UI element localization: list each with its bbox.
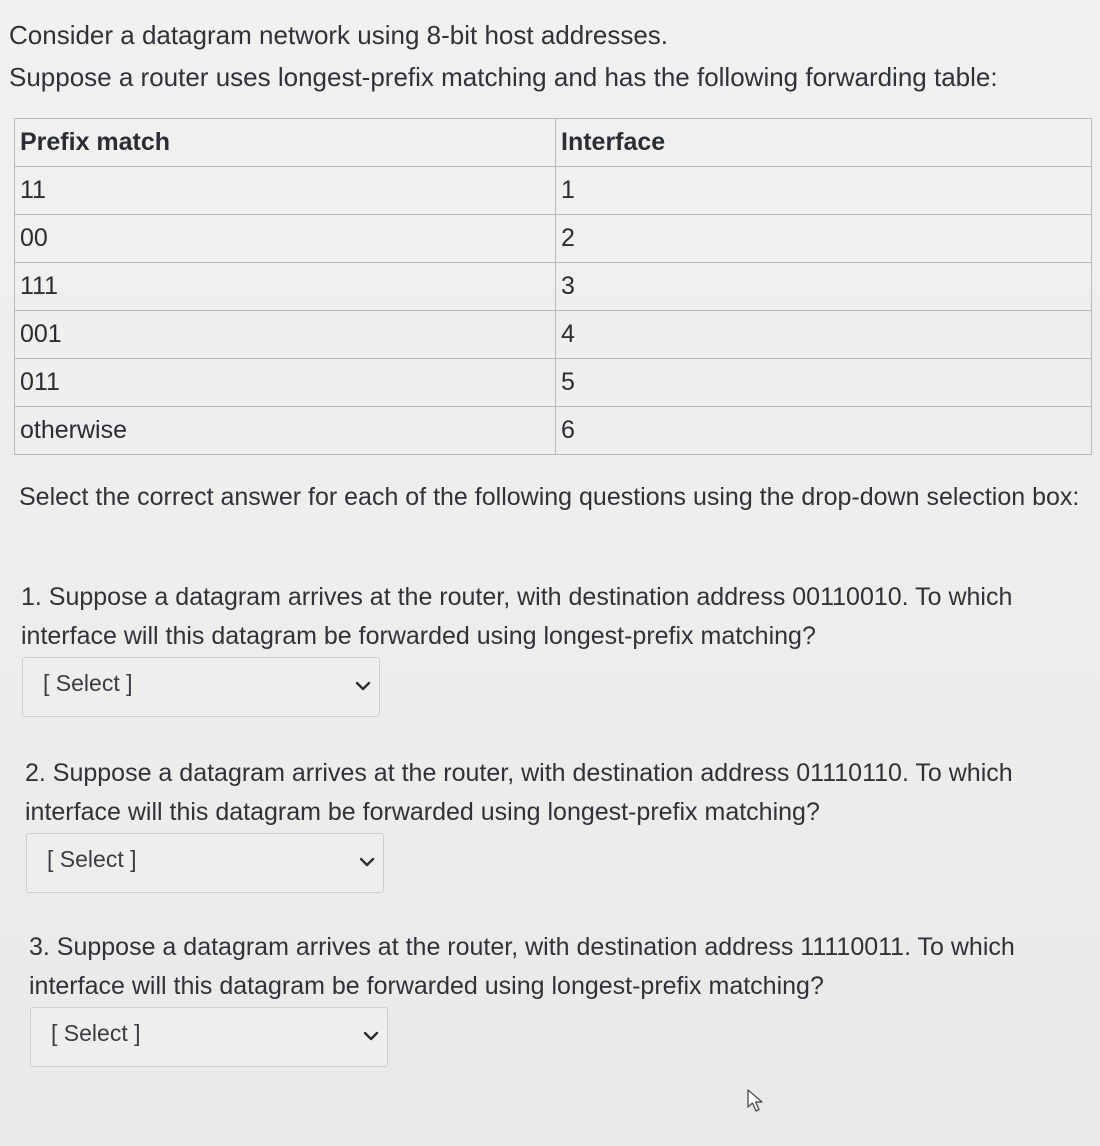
question-2-select[interactable]: [26, 833, 384, 893]
prefix-cell: otherwise: [15, 407, 556, 455]
question-2-selected-value: [ Select ]: [47, 846, 137, 872]
prefix-cell: 011: [15, 359, 556, 407]
interface-cell: 5: [556, 359, 1092, 407]
interface-cell: 6: [556, 407, 1092, 455]
prefix-cell: 00: [15, 215, 556, 263]
header-interface: Interface: [556, 119, 1092, 167]
prefix-cell: 001: [15, 311, 556, 359]
chevron-down-icon: [363, 1030, 379, 1042]
question-intro: [9, 14, 998, 98]
table-row: [15, 359, 1092, 407]
interface-cell: 4: [556, 311, 1092, 359]
chevron-down-icon: [355, 680, 371, 692]
prefix-cell: 111: [15, 263, 556, 311]
instructions-text: Select the correct answer for each of the following questions using the drop-down selection box:: [19, 483, 1080, 511]
table-row: [15, 311, 1092, 359]
table-header-row: [15, 119, 1092, 167]
forwarding-table: [14, 118, 1092, 455]
question-2-text: 2. Suppose a datagram arrives at the router, with destination address 01110110. To which interface will this datagram be forwarded using longest-prefix matching?: [25, 759, 1013, 826]
question-1-text: 1. Suppose a datagram arrives at the router, with destination address 00110010. To which interface will this datagram be forwarded using longest-prefix matching?: [21, 583, 1013, 650]
intro-line-1: Consider a datagram network using 8-bit host addresses.: [9, 20, 669, 50]
cursor-icon: [745, 1088, 767, 1114]
chevron-down-icon: [359, 856, 375, 868]
question-1-select[interactable]: [22, 657, 380, 717]
prefix-cell: 11: [15, 167, 556, 215]
table-row: [15, 167, 1092, 215]
table-row: [15, 263, 1092, 311]
table-row: [15, 407, 1092, 455]
question-3-text: 3. Suppose a datagram arrives at the router, with destination address 11110011. To which interface will this datagram be forwarded using longest-prefix matching?: [29, 933, 1015, 1000]
intro-line-2: Suppose a router uses longest-prefix matching and has the following forwarding table:: [9, 62, 998, 92]
interface-cell: 2: [556, 215, 1092, 263]
interface-cell: 1: [556, 167, 1092, 215]
question-1-selected-value: [ Select ]: [43, 670, 133, 696]
question-3-select[interactable]: [30, 1007, 388, 1067]
interface-cell: 3: [556, 263, 1092, 311]
question-3-selected-value: [ Select ]: [51, 1020, 141, 1046]
table-row: [15, 215, 1092, 263]
header-prefix-match: Prefix match: [15, 119, 556, 167]
